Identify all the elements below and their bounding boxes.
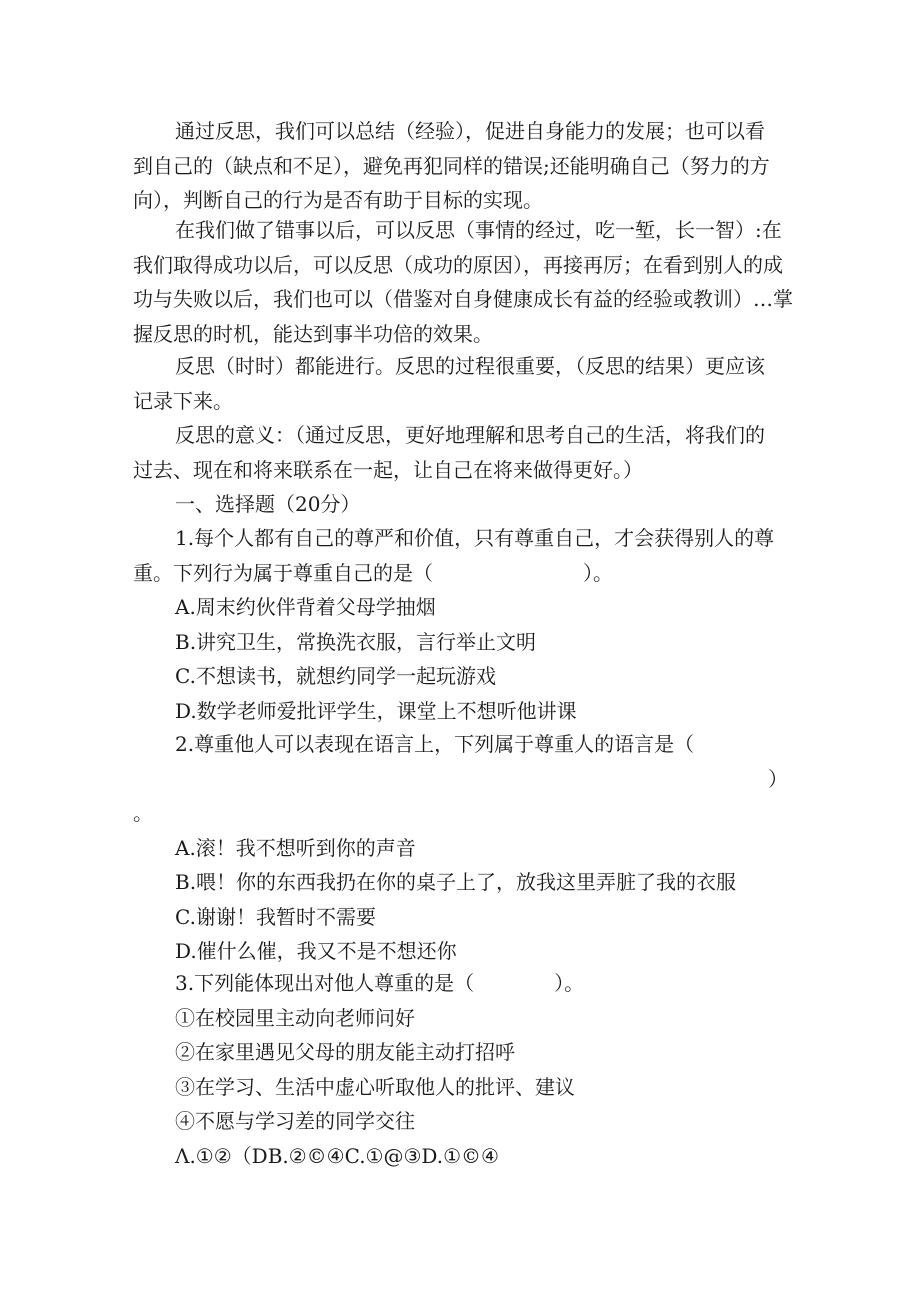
option-a: A.滚！我不想听到你的声音 xyxy=(175,835,416,860)
text-line: 向），判断自己的行为是否有助于目标的实现。 xyxy=(133,188,543,212)
question-stem: 2.尊重他人可以表现在语言上，下列属于尊重人的语言是（ xyxy=(175,732,695,756)
statement-2: ②在家里遇见父母的朋友能主动打招呼 xyxy=(175,1040,515,1064)
text-line: 功与失败以后，我们也可以（借鉴对自身健康成长有益的经验或教训）…掌 xyxy=(133,287,793,311)
paragraph-reflection-benefits xyxy=(133,114,788,218)
text-line: 过去、现在和将来联系在一起，让自己在将来做得更好。） xyxy=(133,457,643,482)
question-stem: 3.下列能体现出对他人尊重的是（ ）。 xyxy=(175,971,585,995)
question-stem: 1.每个人都有自己的尊严和价值，只有尊重自己，才会获得别人的尊 xyxy=(175,526,775,550)
paragraph-reflection-timing xyxy=(133,213,793,351)
question-1 xyxy=(133,521,788,728)
option-d: D.催什么催，我又不是不想还你 xyxy=(175,939,457,963)
paragraph-reflection-meaning xyxy=(133,418,788,487)
text-line: 反思的意义：（通过反思，更好地理解和思考自己的生活，将我们的 xyxy=(175,423,765,447)
section-title: 一、选择题（20分） xyxy=(175,492,361,516)
paragraph-reflection-always xyxy=(133,349,788,418)
statement-4: ④不愿与学习差的同学交往 xyxy=(175,1109,415,1133)
question-stem-period: 。 xyxy=(133,801,153,825)
option-b: B.讲究卫生，常换洗衣服，言行举止文明 xyxy=(175,629,537,654)
statement-3: ③在学习、生活中虚心听取他人的批评、建议 xyxy=(175,1074,575,1099)
option-c: C.不想读书，就想约同学一起玩游戏 xyxy=(175,664,496,688)
text-line: 我们取得成功以后，可以反思（成功的原因），再接再厉；在看到别人的成 xyxy=(133,252,783,277)
answer-options-line: Λ.①②（DB.②©④C.①@③D.①©④ xyxy=(175,1143,499,1168)
question-3 xyxy=(133,966,788,1173)
question-2 xyxy=(133,727,788,969)
text-line: 通过反思，我们可以总结（经验），促进自身能力的发展；也可以看 xyxy=(175,119,765,143)
question-stem: 重。下列行为属于尊重自己的是（ ）。 xyxy=(133,560,613,585)
option-d: D.数学老师爱批评学生，课堂上不想听他讲课 xyxy=(175,698,577,723)
text-line: 反思（时时）都能进行。反思的过程很重要，（反思的结果）更应该 xyxy=(175,354,765,378)
text-line: 到自己的（缺点和不足），避免再犯同样的错误;还能明确自己（努力的方 xyxy=(133,153,770,178)
option-b: B.喂！你的东西我扔在你的桌子上了，放我这里弄脏了我的衣服 xyxy=(175,870,737,894)
option-c: C.谢谢！我暂时不需要 xyxy=(175,904,376,929)
text-line: 握反思的时机，能达到事半功倍的效果。 xyxy=(133,321,493,346)
option-a: A.周末约伙伴背着父母学抽烟 xyxy=(175,595,436,619)
question-stem-close-paren: ） xyxy=(768,766,788,791)
statement-1: ①在校园里主动向老师问好 xyxy=(175,1005,415,1030)
text-line: 记录下来。 xyxy=(133,388,233,413)
text-line: 在我们做了错事以后，可以反思（事情的经过，吃一堑，长一智）:在 xyxy=(175,218,782,242)
